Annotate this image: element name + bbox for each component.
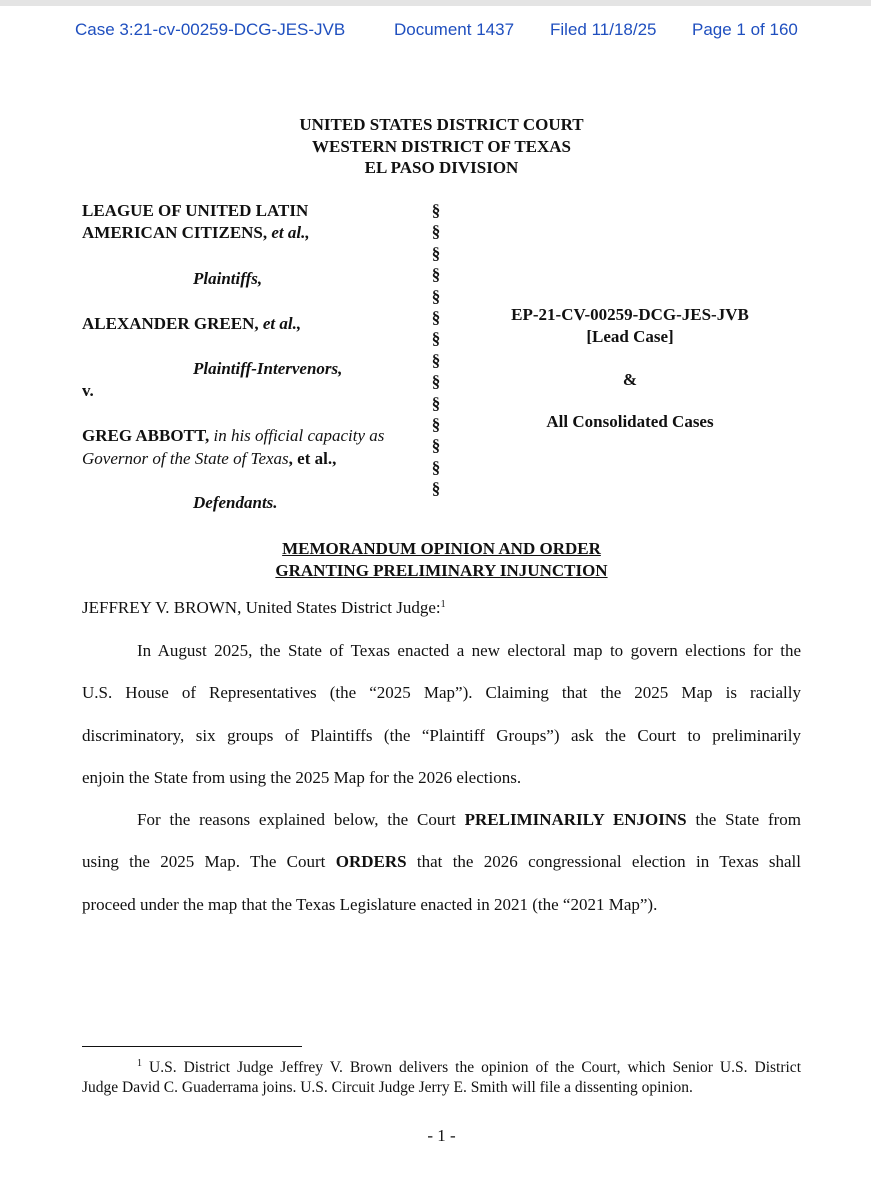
court-heading bbox=[0, 114, 871, 179]
opinion-title bbox=[0, 538, 871, 581]
section-symbol: § bbox=[431, 350, 441, 370]
p2-l2-b: that the 2026 congressional election in Texas shall bbox=[416, 852, 802, 872]
court-line-2: WESTERN DISTRICT OF TEXAS bbox=[311, 136, 572, 156]
page-number: - 1 - bbox=[427, 1126, 456, 1145]
paragraph-2 bbox=[82, 810, 801, 937]
case-number-header: Case 3:21-cv-00259-DCG-JES-JVB bbox=[75, 20, 346, 39]
p2-l2-bold: ORDERS bbox=[335, 852, 407, 872]
plaintiff-et-al: et al., bbox=[271, 223, 310, 242]
section-symbol: § bbox=[431, 479, 441, 499]
defendant-name-line bbox=[82, 425, 384, 447]
plaintiff-name-line-1: LEAGUE OF UNITED LATIN bbox=[82, 201, 309, 220]
viewer-top-edge bbox=[0, 0, 871, 6]
p2-l2-a: using the 2025 Map. The Court bbox=[82, 852, 326, 872]
defendant-capacity-line bbox=[82, 448, 336, 470]
defendant-capacity-1: in his official capacity as bbox=[213, 426, 385, 445]
ampersand: & bbox=[622, 370, 638, 389]
section-symbol: § bbox=[431, 457, 441, 477]
consolidated-cases: All Consolidated Cases bbox=[546, 412, 714, 431]
paragraph-2-line-2 bbox=[82, 852, 801, 894]
section-symbol: § bbox=[431, 201, 441, 220]
intervenor-role: Plaintiff-Intervenors, bbox=[193, 359, 343, 378]
section-symbol: § bbox=[431, 414, 441, 434]
defendant-et-al: , et al., bbox=[288, 449, 337, 468]
paragraph-1-line-2: U.S. House of Representatives (the “2025 Map”). Claiming that the 2025 Map is racially bbox=[82, 683, 801, 703]
section-symbol: § bbox=[431, 265, 441, 285]
section-symbol: § bbox=[431, 222, 441, 242]
section-symbol: § bbox=[431, 307, 441, 327]
paragraph-2-line-1 bbox=[82, 810, 801, 852]
section-symbol: § bbox=[431, 286, 441, 306]
p2-l1-a: For the reasons explained below, the Court bbox=[137, 810, 456, 829]
judge-line bbox=[82, 598, 446, 618]
document-number-header: Document 1437 bbox=[394, 20, 515, 39]
paragraph-1-line-3: discriminatory, six groups of Plaintiffs (the “Plaintiff Groups”) ask the Court to preliminarily bbox=[82, 725, 801, 745]
title-line-2: GRANTING PRELIMINARY INJUNCTION bbox=[275, 560, 608, 580]
section-symbol: § bbox=[431, 243, 441, 263]
court-line-3: EL PASO DIVISION bbox=[364, 158, 519, 177]
paragraph-1-line-4: enjoin the State from using the 2025 Map for the 2026 elections. bbox=[82, 767, 522, 787]
court-line-1: UNITED STATES DISTRICT COURT bbox=[299, 115, 584, 134]
footnote-line-1 bbox=[82, 1058, 801, 1078]
defendant-capacity-2: Governor of the State of Texas bbox=[82, 449, 289, 468]
intervenor-name: ALEXANDER GREEN, bbox=[82, 314, 259, 333]
case-number: EP-21-CV-00259-DCG-JES-JVB bbox=[511, 305, 749, 324]
defendant-name: GREG ABBOTT, bbox=[82, 426, 210, 445]
footnote-text-1: U.S. District Judge Jeffrey V. Brown delivers the opinion of the Court, which Senior U.S. District bbox=[149, 1059, 801, 1076]
section-symbol-column bbox=[426, 200, 446, 499]
defendant-role: Defendants. bbox=[193, 493, 278, 512]
plaintiff-name-line-2 bbox=[82, 222, 310, 244]
plaintiff-name-line-2-text: AMERICAN CITIZENS, bbox=[82, 223, 268, 242]
section-symbol: § bbox=[431, 393, 441, 413]
footnote-divider bbox=[82, 1046, 302, 1047]
plaintiff-role: Plaintiffs, bbox=[193, 269, 263, 288]
title-line-1: MEMORANDUM OPINION AND ORDER bbox=[282, 539, 601, 558]
p2-l1-bold: PRELIMINARILY ENJOINS bbox=[464, 810, 687, 829]
intervenor-et-al: et al., bbox=[262, 314, 302, 333]
page-count-header: Page 1 of 160 bbox=[692, 20, 798, 39]
intervenor-name-line bbox=[82, 313, 301, 335]
lead-case: [Lead Case] bbox=[586, 327, 674, 346]
section-symbol: § bbox=[431, 436, 441, 456]
filed-date-header: Filed 11/18/25 bbox=[550, 20, 657, 39]
versus: v. bbox=[82, 381, 94, 400]
pdf-filing-header bbox=[0, 20, 871, 46]
paragraph-2-line-3: proceed under the map that the Texas Legislature enacted in 2021 (the “2021 Map”). bbox=[82, 894, 658, 914]
paragraph-1-line-1: In August 2025, the State of Texas enacted a new electoral map to govern elections for the bbox=[137, 641, 801, 660]
footnote bbox=[82, 1058, 801, 1098]
footnote-line-2: Judge David C. Guaderrama joins. U.S. Circuit Judge Jerry E. Smith will file a dissenting opinion. bbox=[82, 1079, 693, 1096]
section-symbol: § bbox=[431, 372, 441, 392]
footnote-ref: 1 bbox=[440, 599, 446, 610]
section-symbol: § bbox=[431, 329, 441, 349]
p2-l1-b: the State from bbox=[695, 810, 802, 829]
paragraph-1 bbox=[82, 641, 801, 810]
footnote-marker: 1 bbox=[137, 1058, 142, 1069]
judge-text: JEFFREY V. BROWN, United States District Judge: bbox=[82, 598, 441, 617]
